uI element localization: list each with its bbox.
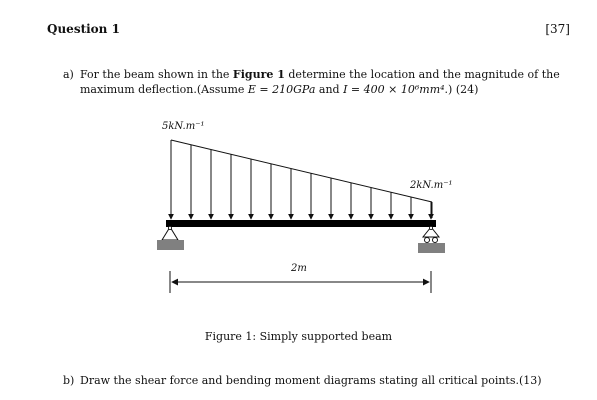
right-ground xyxy=(418,243,445,253)
load-label-left: 5kN.m⁻¹ xyxy=(162,121,205,132)
load-label-right: 2kN.m⁻¹ xyxy=(410,180,453,191)
part-a-text: For the beam shown in the Figure 1 determine the location and the magnitude of the maximum deflection.(Assume E = 210GPa and I = 400 × 10⁶mm⁴.) (24) xyxy=(80,68,560,96)
part-b-text: Draw the shear force and bending moment diagrams stating all critical points.(13) xyxy=(80,374,542,387)
part-b-label: b) xyxy=(63,374,75,387)
load-arrows xyxy=(171,140,431,219)
part-a-label: a) xyxy=(63,68,74,81)
span-dimension xyxy=(170,263,431,293)
span-label: 2m xyxy=(291,263,307,274)
question-title: Question 1 xyxy=(47,22,120,36)
question-marks: [37] xyxy=(545,22,570,36)
beam xyxy=(166,220,436,227)
second-moment-of-area: I = 400 × 10⁶mm⁴ xyxy=(343,83,445,96)
figure-caption: Figure 1: Simply supported beam xyxy=(204,330,393,343)
pin-hinge xyxy=(168,226,171,229)
roller-hinge xyxy=(429,226,432,229)
youngs-modulus: E = 210GPa xyxy=(247,83,316,96)
pinned-support xyxy=(157,226,184,250)
roller-support xyxy=(418,226,445,253)
roller-wheel xyxy=(433,238,438,243)
left-ground xyxy=(157,240,184,250)
figure-reference: Figure 1 xyxy=(232,68,285,81)
part-b xyxy=(63,374,542,387)
load-top-line xyxy=(171,140,432,202)
roller-wheel xyxy=(425,238,430,243)
